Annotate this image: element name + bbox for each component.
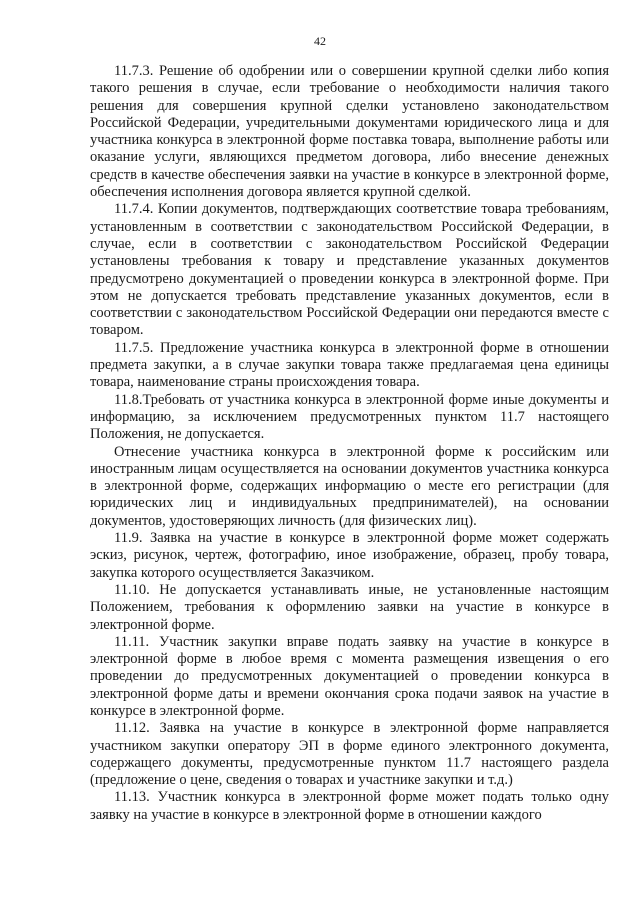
page-number: 42 [314,34,326,48]
paragraph-11-7-5: 11.7.5. Предложение участника конкурса в электронной форме в отношении предмета закупки, а в случае закупки товара также предлагаемая цена единицы товара, наименование страны происхождения товара. [90,339,609,391]
paragraph-11-11: 11.11. Участник закупки вправе подать заявку на участие в конкурсе в электронной форме в любое время с момента размещения извещения о его проведении до предусмотренных документацией о проведении конкурса в электронной форме даты и времени окончания срока подачи заявок на участие в конкурсе в электронной форме. [90,633,609,719]
paragraph-11-10: 11.10. Не допускается устанавливать иные, не установленные настоящим Положением, требования к оформлению заявки на участие в конкурсе в электронной форме. [90,581,609,633]
paragraph-11-8: 11.8.Требовать от участника конкурса в электронной форме иные документы и информацию, за исключением предусмотренных пунктом 11.7 настоящего Положения, не допускается. [90,391,609,443]
paragraph-11-7-4: 11.7.4. Копии документов, подтверждающих соответствие товара требованиям, установленным в соответствии с законодательством Российской Федерации, в случае, если в соответствии с законодательством Российской Федерации установлены требования к товару и представление указанных документов предусмотрено документацией о проведении конкурса в электронной форме. При этом не допускается требовать представление указанных документов, если в соответствии с законодательством Российской Федерации они передаются вместе с товаром. [90,201,609,339]
paragraph-11-12: 11.12. Заявка на участие в конкурсе в электронной форме направляется участником закупки оператору ЭП в форме единого электронного документа, содержащего документы, предусмотренные пунктом 11.7 настоящего раздела (предложение о цене, сведения о товарах и участнике закупки и т.д.) [90,720,609,789]
paragraph-11-7-3: 11.7.3. Решение об одобрении или о совершении крупной сделки либо копия такого решения в случае, если требование о необходимости наличия такого решения для совершения крупной сделки установлено законодательством Российской Федерации, учредительными документами юридического лица и для участника конкурса в электронной форме поставка товара, выполнение работы или оказание услуги, являющихся предметом договора, либо внесение денежных средств в качестве обеспечения заявки на участие в конкурсе в электронной форме, обеспечения исполнения договора является крупной сделкой. [90,63,609,201]
paragraph-11-13: 11.13. Участник конкурса в электронной форме может подать только одну заявку на участие в конкурсе в электронной форме в отношении каждого [90,789,609,823]
paragraph-foreign-persons: Отнесение участника конкурса в электронной форме к российским или иностранным лицам осуществляется на основании документов участника конкурса в электронной форме, содержащих информацию о месте его регистрации (для юридических лиц и индивидуальных предпринимателей), на основании документов, удостоверяющих личность (для физических лиц). [90,443,609,529]
paragraph-11-9: 11.9. Заявка на участие в конкурсе в электронной форме может содержать эскиз, рисунок, чертеж, фотографию, иное изображение, образец, пробу товара, закупка которого осуществляется Заказчиком. [90,530,609,581]
document-body [90,63,609,824]
